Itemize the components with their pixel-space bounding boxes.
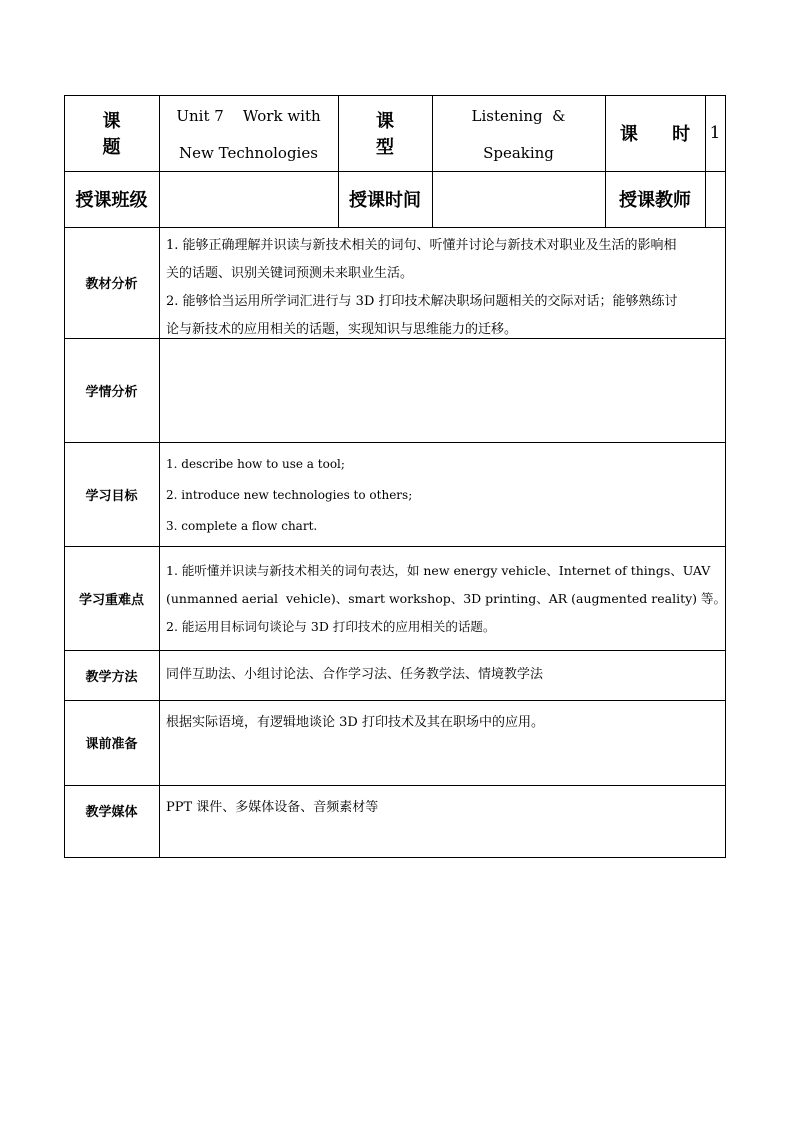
student-analysis-content[interactable] xyxy=(159,338,725,442)
textbook-analysis-line-3: 2. 能够恰当运用所学词汇进行与 3D 打印技术解决职场问题相关的交际对话；能够熟练讨 xyxy=(166,294,678,309)
key-points-line-3: 2. 能运用目标词句谈论与 3D 打印技术的应用相关的话题。 xyxy=(166,619,496,634)
topic-value xyxy=(159,99,338,171)
media-content: PPT 课件、多媒体设备、音频素材等 xyxy=(166,800,379,815)
class-label: 授课班级 xyxy=(75,190,148,211)
textbook-analysis-label: 教材分析 xyxy=(85,277,138,292)
textbook-analysis-line-1: 1. 能够正确理解并识读与新技术相关的词句、听懂并讨论与新技术对职业及生活的影响相 xyxy=(166,238,677,253)
key-points-line-1: 1. 能听懂并识读与新技术相关的词句表达，如 new energy vehicle、Internet of things、UAV xyxy=(166,563,711,578)
objective-item-1: 1. describe how to use a tool; xyxy=(166,457,345,471)
time-value[interactable] xyxy=(432,171,605,227)
topic-line-1: Unit 7 Work with xyxy=(176,107,321,125)
class-value[interactable] xyxy=(159,171,338,227)
type-label: 课 型 xyxy=(376,111,408,158)
teacher-value[interactable] xyxy=(705,171,725,227)
textbook-analysis-line-4: 论与新技术的应用相关的话题，实现知识与思维能力的迁移。 xyxy=(166,322,518,337)
methods-label: 教学方法 xyxy=(85,669,138,685)
key-points-label: 学习重难点 xyxy=(78,592,144,608)
methods-content: 同伴互助法、小组讨论法、合作学习法、任务教学法、情境教学法 xyxy=(166,667,544,682)
teacher-label: 授课教师 xyxy=(619,190,691,211)
type-value xyxy=(432,99,605,171)
objective-item-2: 2. introduce new technologies to others; xyxy=(166,488,413,502)
key-points-line-2: (unmanned aerial vehicle)、smart workshop、3D printing、AR (augmented reality) 等。 xyxy=(166,591,727,606)
topic-label: 课 题 xyxy=(102,111,135,158)
textbook-analysis-line-2: 关的话题、识别关键词预测未来职业生活。 xyxy=(166,266,414,281)
time-label: 授课时间 xyxy=(349,190,421,211)
hours-label: 课 时 xyxy=(619,124,705,145)
textbook-analysis-content xyxy=(166,232,724,344)
media-label: 教学媒体 xyxy=(85,804,138,820)
objective-item-3: 3. complete a flow chart. xyxy=(166,519,318,533)
objectives-content xyxy=(166,449,724,542)
preparation-label: 课前准备 xyxy=(85,737,138,752)
preparation-content: 根据实际语境，有逻辑地谈论 3D 打印技术及其在职场中的应用。 xyxy=(166,715,544,730)
type-line-1: Listening & xyxy=(471,107,566,125)
objectives-label: 学习目标 xyxy=(85,488,138,504)
student-analysis-label: 学情分析 xyxy=(85,384,138,400)
type-line-2: Speaking xyxy=(483,144,554,162)
topic-line-2: New Technologies xyxy=(179,144,318,162)
key-points-content xyxy=(166,557,727,641)
hours-value: 1 xyxy=(709,123,721,143)
